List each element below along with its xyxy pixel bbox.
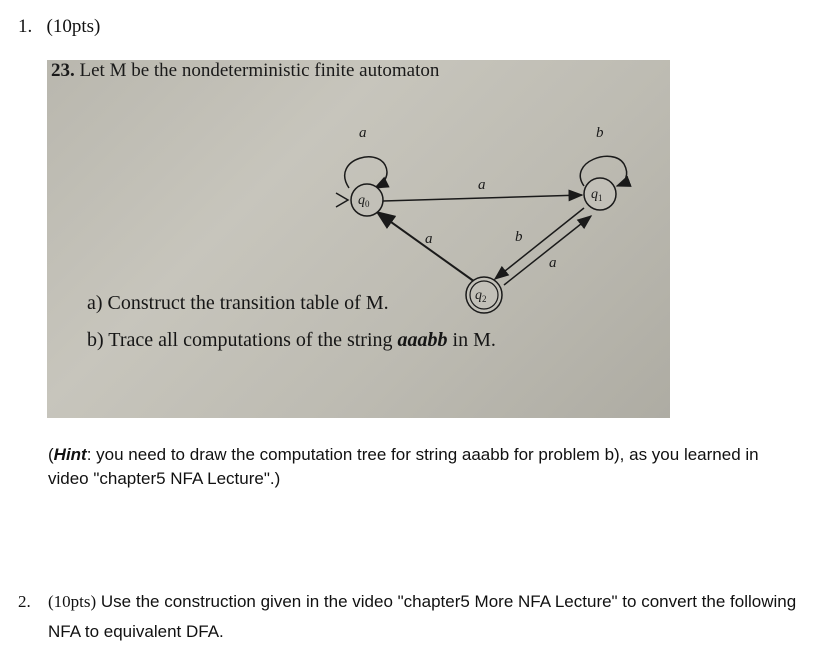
label-q2-q0: a — [425, 231, 433, 247]
problem-number: 23. — [51, 60, 75, 81]
nfa-diagram — [47, 60, 670, 418]
question-2-points: (10pts) — [48, 592, 97, 611]
hint-label: Hint — [53, 445, 87, 464]
label-q1-q2: b — [515, 229, 523, 245]
part-b: b) Trace all computations of the string aaabb in M. — [87, 329, 496, 351]
svg-text:q2: $q_2$ — [475, 288, 487, 304]
textbook-photo — [47, 60, 670, 418]
edge-q2-q0 — [377, 212, 475, 282]
state-q1 — [584, 178, 616, 210]
problem-text: Let M be the nondeterministic finite automaton — [79, 60, 440, 81]
question-1-header — [18, 16, 100, 38]
label-q2-q1: a — [549, 255, 557, 271]
edge-q1-q2 — [495, 208, 584, 279]
state-q0 — [351, 184, 383, 216]
edge-q2-q1 — [504, 216, 591, 285]
hint-paragraph: (Hint: you need to draw the computation tree for string aaabb for problem b), as you learned in video "chapter5 NFA Lecture".) — [48, 445, 759, 488]
label-q0-q0: a — [359, 125, 367, 141]
label-q0-q1: a — [478, 177, 486, 193]
question-2-number: 2. — [18, 592, 31, 611]
edge-q0-q1 — [383, 195, 582, 201]
state-q2 — [466, 277, 502, 313]
svg-text:q0: $q_0$ — [358, 193, 370, 209]
question-1-number: 1. — [18, 16, 33, 37]
hint-text: : you need to draw the computation tree for string aaabb for problem b), as you learned in video "chapter5 NFA Lecture".) — [48, 445, 759, 488]
question-2-body — [48, 587, 808, 647]
start-arrow — [336, 193, 348, 207]
question-1-points: (10pts) — [46, 16, 101, 37]
label-q1-q1: b — [596, 125, 604, 141]
question-2-text: Use the construction given in the video "chapter5 More NFA Lecture" to convert the following NFA to equivalent DFA. — [48, 592, 797, 641]
svg-text:q1: $q_1$ — [591, 187, 603, 203]
part-a: a) Construct the transition table of M. — [87, 292, 389, 314]
